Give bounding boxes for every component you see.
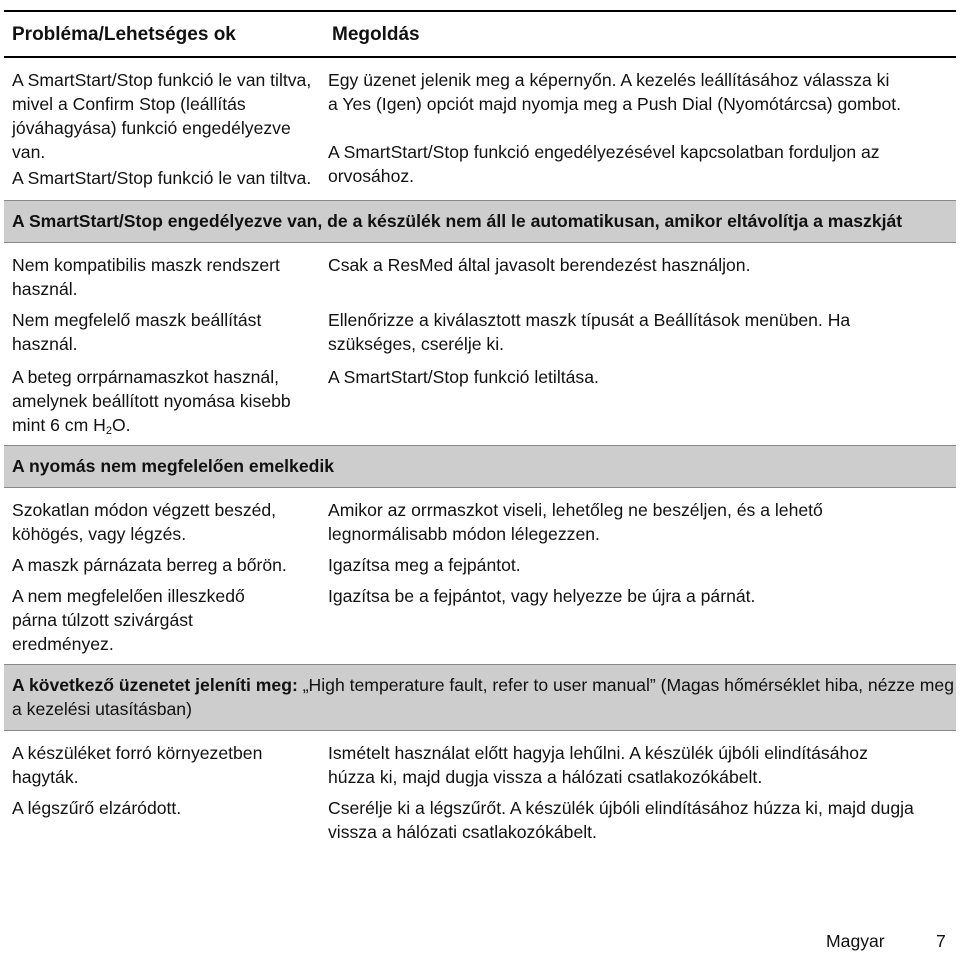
problem-text: A maszk párnázata berreg a bőrön. xyxy=(12,555,287,575)
solution-text: A SmartStart/Stop funkció letiltása. xyxy=(328,367,599,387)
problem-cell xyxy=(4,243,324,302)
section-header-row xyxy=(4,446,956,488)
section-title xyxy=(4,665,956,731)
solution-text: Ismételt használat előtt hagyja lehűlni. A készülék újbóli elindításához húzza ki, majd dugja vissza a hálózati csatlakozókábelt. xyxy=(328,743,868,787)
solution-text: Csak a ResMed által javasolt berendezést használjon. xyxy=(328,255,751,275)
section-title-bold: A következő üzenetet jeleníti meg: xyxy=(12,675,303,695)
table-header-row xyxy=(4,11,956,57)
section-title: A nyomás nem megfelelően emelkedik xyxy=(4,446,956,488)
solution-text: Ellenőrizze a kiválasztott maszk típusát a Beállítások menüben. Ha szükséges, cserélje ki. xyxy=(328,310,851,354)
solution-cell xyxy=(324,301,956,356)
problem-cell xyxy=(4,577,324,665)
problem-text: Nem megfelelő maszk beállítást használ. xyxy=(12,310,262,354)
header-problem: Probléma/Lehetséges ok xyxy=(4,11,324,57)
table-row xyxy=(4,243,956,302)
section-header-row xyxy=(4,201,956,243)
problem-cell xyxy=(4,488,324,547)
problem-text xyxy=(12,365,312,437)
problem-text: A légszűrő elzáródott. xyxy=(12,798,182,818)
table-row xyxy=(4,356,956,446)
problem-text: A SmartStart/Stop funkció le van tiltva. xyxy=(12,168,312,188)
problem-cell xyxy=(4,731,324,790)
table-row xyxy=(4,577,956,665)
solution-text: Igazítsa be a fejpántot, vagy helyezze be újra a párnát. xyxy=(328,586,756,606)
page-number: 7 xyxy=(936,931,946,951)
section-header-row xyxy=(4,665,956,731)
solution-cell xyxy=(324,577,956,665)
problem-text: A SmartStart/Stop funkció le van tiltva, mivel a Confirm Stop (leállítás jóváhagyása) funkció engedélyezve van. xyxy=(12,70,312,162)
problem-text: A készüléket forró környezetben hagyták. xyxy=(12,743,263,787)
problem-text: Nem kompatibilis maszk rendszert használ. xyxy=(12,255,280,299)
section-title-message: „High temperature fault, refer to user manual” (Magas hőmérséklet hiba, nézze meg a kezelési utasításban) xyxy=(12,675,954,719)
table-row xyxy=(4,731,956,790)
footer-language: Magyar xyxy=(826,931,885,951)
solution-text: A SmartStart/Stop funkció engedélyezésével kapcsolatban forduljon az orvosához. xyxy=(328,142,880,186)
problem-text: A nem megfelelően illeszkedő párna túlzott szivárgást eredményez. xyxy=(12,586,245,654)
table-row xyxy=(4,57,956,201)
solution-cell xyxy=(324,789,956,844)
table-row xyxy=(4,546,956,577)
solution-text: Igazítsa meg a fejpántot. xyxy=(328,555,521,575)
table-row xyxy=(4,488,956,547)
problem-text-main: A beteg orrpárnamaszkot használ, amelynek beállított nyomása kisebb mint 6 cm H xyxy=(12,367,291,435)
table-row xyxy=(4,789,956,844)
solution-cell xyxy=(324,546,956,577)
table-row xyxy=(4,301,956,356)
section-title: A SmartStart/Stop engedélyezve van, de a készülék nem áll le automatikusan, amikor eltávolítja a maszkját xyxy=(4,201,956,243)
troubleshooting-table xyxy=(4,10,956,844)
solution-cell xyxy=(324,57,956,201)
solution-cell xyxy=(324,488,956,547)
solution-text: Cserélje ki a légszűrőt. A készülék újbóli elindításához húzza ki, majd dugja vissza a hálózati csatlakozókábelt. xyxy=(328,798,914,842)
problem-cell xyxy=(4,789,324,844)
solution-text: Egy üzenet jelenik meg a képernyőn. A kezelés leállításához válassza ki a Yes (Igen) opciót majd nyomja meg a Push Dial (Nyomótárcsa) gombot. xyxy=(328,70,902,114)
problem-cell xyxy=(4,301,324,356)
problem-cell xyxy=(4,356,324,446)
solution-cell xyxy=(324,243,956,302)
problem-cell xyxy=(4,57,324,201)
problem-text: Szokatlan módon végzett beszéd, köhögés, vagy légzés. xyxy=(12,500,277,544)
problem-text-end: O. xyxy=(111,415,131,435)
troubleshooting-table-wrapper xyxy=(4,10,956,844)
solution-text: Amikor az orrmaszkot viseli, lehetőleg ne beszéljen, és a lehető legnormálisabb módon lélegezzen. xyxy=(328,500,823,544)
solution-cell xyxy=(324,356,956,446)
header-solution: Megoldás xyxy=(324,11,956,57)
subscript: 2 xyxy=(105,425,112,437)
problem-cell xyxy=(4,546,324,577)
solution-cell xyxy=(324,731,956,790)
